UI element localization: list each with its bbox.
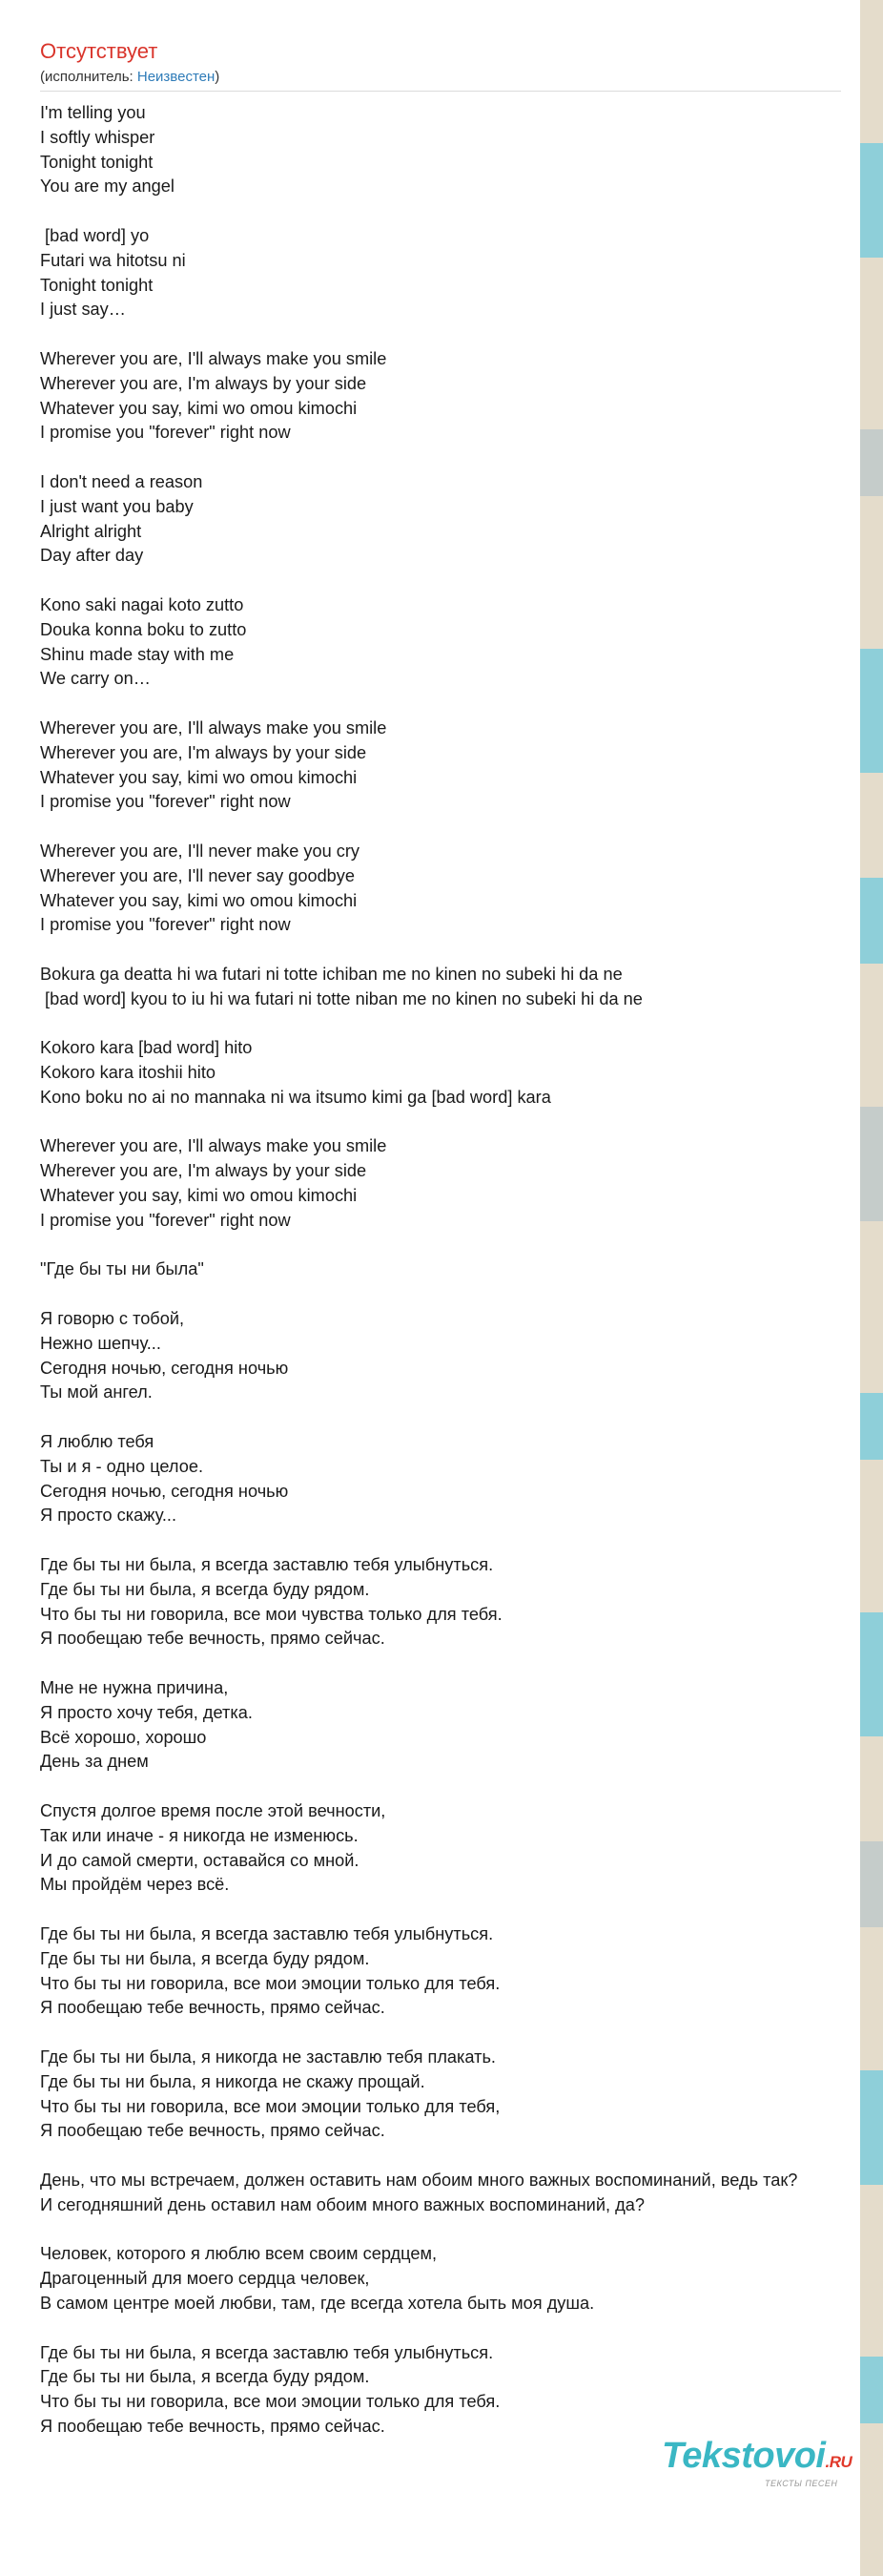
lyrics-line: Где бы ты ни была, я всегда заставлю тебя улыбнуться. <box>40 1555 494 1575</box>
lyrics-line: Whatever you say, kimi wo omou kimochi <box>40 398 358 418</box>
logo-tld: .RU <box>825 2453 852 2471</box>
lyrics-stanza <box>40 2242 879 2316</box>
lyrics-line: I just say… <box>40 300 126 320</box>
lyrics-stanza <box>40 840 879 938</box>
lyrics-line: Мы пройдём через всё. <box>40 1875 230 1895</box>
lyrics-line: День за днем <box>40 1752 149 1772</box>
lyrics-stanza <box>40 2046 879 2144</box>
lyrics-line: I promise you "forever" right now <box>40 915 291 935</box>
lyrics-line: Где бы ты ни была, я никогда не скажу прощай. <box>40 2071 425 2091</box>
lyrics-line: I don't need a reason <box>40 471 203 491</box>
lyrics-line: "Где бы ты ни была" <box>40 1259 204 1279</box>
logo-tagline: ТЕКСТЫ ПЕСЕН <box>765 2479 838 2488</box>
lyrics-stanza <box>40 2169 879 2218</box>
lyrics-line: Сегодня ночью, сегодня ночью <box>40 1358 289 1378</box>
lyrics-stanza <box>40 1676 879 1775</box>
lyrics-stanza <box>40 593 879 692</box>
performer-line <box>40 69 219 86</box>
performer-link[interactable]: Неизвестен <box>136 69 216 85</box>
lyrics-line: Kono saki nagai koto zutto <box>40 594 244 614</box>
lyrics-line: You are my angel <box>40 177 175 197</box>
lyrics-line: Ты и я - одно целое. <box>40 1456 204 1476</box>
lyrics-line: День, что мы встречаем, должен оставить нам обоим много важных воспоминаний, ведь так? <box>40 2170 798 2190</box>
lyrics-line: В самом центре моей любви, там, где всегда хотела быть моя душа. <box>40 2293 595 2313</box>
lyrics-line: Человек, которого я люблю всем своим сердцем, <box>40 2244 438 2264</box>
lyrics-line: Я пообещаю тебе вечность, прямо сейчас. <box>40 1998 385 2018</box>
lyrics-stanza <box>40 1553 879 1652</box>
lyrics-line: Wherever you are, I'll always make you smile <box>40 717 387 737</box>
lyrics-stanza <box>40 101 879 199</box>
lyrics-line: Что бы ты ни говорила, все мои эмоции только для тебя. <box>40 2392 501 2412</box>
lyrics-line: Kokoro kara [bad word] hito <box>40 1038 253 1058</box>
lyrics-line: Мне не нужна причина, <box>40 1678 229 1697</box>
lyrics-line: Что бы ты ни говорила, все мои чувства только для тебя. <box>40 1604 503 1624</box>
lyrics-line: Shinu made stay with me <box>40 644 235 664</box>
lyrics-line: Что бы ты ни говорила, все мои эмоции только для тебя, <box>40 2096 501 2116</box>
lyrics-line: I'm telling you <box>40 103 146 122</box>
lyrics-line: [bad word] kyou to iu hi wa futari ni totte niban me no kinen no subeki hi da ne <box>40 988 643 1008</box>
lyrics-line: I promise you "forever" right now <box>40 792 291 812</box>
lyrics-stanza <box>40 1134 879 1233</box>
lyrics-line: Где бы ты ни была, я всегда буду рядом. <box>40 1579 370 1599</box>
lyrics-line: Day after day <box>40 546 144 566</box>
lyrics-stanza <box>40 1799 879 1898</box>
lyrics-line: И до самой смерти, оставайся со мной. <box>40 1850 359 1870</box>
lyrics-line: Whatever you say, kimi wo omou kimochi <box>40 1186 358 1206</box>
lyrics-line: Всё хорошо, хорошо <box>40 1727 207 1747</box>
lyrics-line: Tonight tonight <box>40 275 154 295</box>
lyrics-line: I just want you baby <box>40 496 194 516</box>
lyrics-line: Wherever you are, I'm always by your side <box>40 373 367 393</box>
lyrics-line: Где бы ты ни была, я всегда заставлю тебя улыбнуться. <box>40 1923 494 1943</box>
lyrics-line: Douka konna boku to zutto <box>40 619 247 639</box>
lyrics-line: Я пообещаю тебе вечность, прямо сейчас. <box>40 1629 385 1649</box>
lyrics-stanza <box>40 963 879 1012</box>
lyrics-line: Tonight tonight <box>40 152 154 172</box>
lyrics-line: Wherever you are, I'll always make you smile <box>40 1136 387 1156</box>
lyrics-line: Wherever you are, I'll never say goodbye <box>40 865 356 885</box>
lyrics-stanza <box>40 717 879 815</box>
performer-prefix: (исполнитель: <box>40 69 137 85</box>
logo-name: Tekstovoi <box>662 2436 826 2476</box>
lyrics-stanza <box>40 2341 879 2440</box>
lyrics-stanza <box>40 347 879 446</box>
performer-suffix: ) <box>215 69 220 85</box>
lyrics-stanza <box>40 1036 879 1110</box>
lyrics-line: Я пообещаю тебе вечность, прямо сейчас. <box>40 2416 385 2436</box>
lyrics-line: Whatever you say, kimi wo omou kimochi <box>40 890 358 910</box>
lyrics-line: Я говорю с тобой, <box>40 1309 185 1329</box>
lyrics-line: Я просто скажу... <box>40 1506 177 1526</box>
lyrics-line: И сегодняшний день оставил нам обоим много важных воспоминаний, да? <box>40 2194 645 2214</box>
lyrics-line: I promise you "forever" right now <box>40 1210 291 1230</box>
lyrics-line: Bokura ga deatta hi wa futari ni totte ichiban me no kinen no subeki hi da ne <box>40 964 623 984</box>
lyrics-line: Ты мой ангел. <box>40 1382 153 1402</box>
lyrics-line: Драгоценный для моего сердца человек, <box>40 2269 370 2289</box>
lyrics-stanza <box>40 470 879 569</box>
lyrics-line: Я люблю тебя <box>40 1432 154 1452</box>
lyrics-stanza <box>40 224 879 322</box>
lyrics-line: Futari wa hitotsu ni <box>40 250 186 270</box>
lyrics-line: I promise you "forever" right now <box>40 423 291 443</box>
lyrics-line: Kokoro kara itoshii hito <box>40 1063 216 1083</box>
lyrics-line: [bad word] yo <box>40 225 150 245</box>
lyrics-line: Wherever you are, I'll always make you smile <box>40 348 387 368</box>
song-title: Отсутствует <box>40 39 158 63</box>
lyrics-text <box>40 101 879 2464</box>
lyrics-line: Kono boku no ai no mannaka ni wa itsumo kimi ga [bad word] kara <box>40 1087 551 1107</box>
site-logo[interactable] <box>662 2437 852 2482</box>
lyrics-line: Whatever you say, kimi wo omou kimochi <box>40 767 358 787</box>
lyrics-line: Спустя долгое время после этой вечности, <box>40 1800 386 1820</box>
lyrics-line: Так или иначе - я никогда не изменюсь. <box>40 1825 359 1845</box>
lyrics-stanza <box>40 1257 879 1282</box>
lyrics-line: Сегодня ночью, сегодня ночью <box>40 1481 289 1501</box>
lyrics-stanza <box>40 1922 879 2021</box>
lyrics-line: I softly whisper <box>40 127 155 147</box>
lyrics-line: Wherever you are, I'm always by your side <box>40 742 367 762</box>
lyrics-stanza <box>40 1430 879 1528</box>
lyrics-line: Где бы ты ни была, я всегда буду рядом. <box>40 1948 370 1968</box>
lyrics-line: Где бы ты ни была, я всегда буду рядом. <box>40 2367 370 2387</box>
lyrics-line: Нежно шепчу... <box>40 1333 161 1353</box>
lyrics-line: Что бы ты ни говорила, все мои эмоции только для тебя. <box>40 1973 501 1993</box>
lyrics-line: Alright alright <box>40 521 142 541</box>
lyrics-line: Wherever you are, I'll never make you cry <box>40 841 360 861</box>
lyrics-stanza <box>40 1307 879 1405</box>
lyrics-line: Где бы ты ни была, я всегда заставлю тебя улыбнуться. <box>40 2342 494 2362</box>
lyrics-line: Где бы ты ни была, я никогда не заставлю тебя плакать. <box>40 2046 496 2067</box>
lyrics-line: Я пообещаю тебе вечность, прямо сейчас. <box>40 2121 385 2141</box>
lyrics-line: Wherever you are, I'm always by your side <box>40 1161 367 1181</box>
lyrics-line: We carry on… <box>40 669 151 689</box>
lyrics-line: Я просто хочу тебя, детка. <box>40 1702 253 1722</box>
title-divider <box>40 91 841 92</box>
